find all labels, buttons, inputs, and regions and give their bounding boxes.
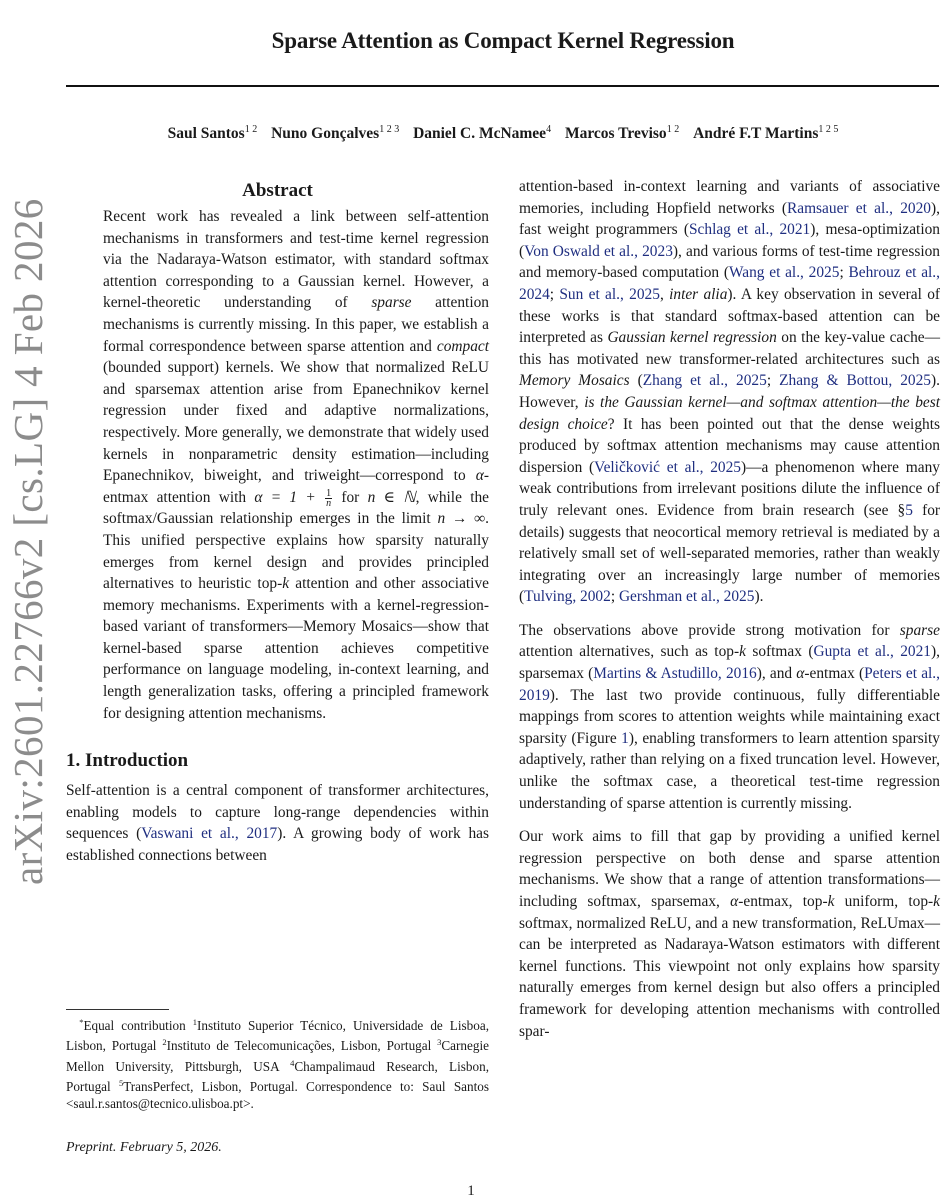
author: Daniel C. McNamee$^4$ xyxy=(413,124,552,142)
author: Saul Santos$^{1 2}$ xyxy=(167,124,258,142)
paper-title: Sparse Attention as Compact Kernel Regression xyxy=(271,28,735,53)
section-heading-introduction: 1. Introduction xyxy=(66,750,189,772)
section-ref-link[interactable]: 5 xyxy=(905,501,913,519)
citation-link[interactable]: Behrouz et al., 2024 xyxy=(519,264,941,303)
page-number: 1 xyxy=(467,1183,475,1199)
arxiv-stamp: arXiv:2601.22766v2 [cs.LG] 4 Feb 2026 xyxy=(5,198,51,885)
citation-link[interactable]: Martins & Astudillo, 2016 xyxy=(593,665,757,683)
citation-link[interactable]: Schlag et al., 2021 xyxy=(688,221,811,239)
contribution-paragraph: Our work aims to fill that gap by providing a unified kernel regression perspective on both dense and sparse attention mechanisms. We show that a range of attention transformations—including softmax, sparsemax, α-entmax, top-k uniform, top-k softmax, normalized ReLU, and a new transformation, ReLUmax—can be interpreted as Nadaraya-Watson estimators with different kernel functions. This viewpoint not only explains how sparsity naturally emerges from kernel design but also offers a principled framework for developing attention mechanisms with controlled spar- xyxy=(519,828,941,1040)
citation-link[interactable]: Veličković et al., 2025 xyxy=(594,458,742,476)
affiliation-footnote: *Equal contribution $^1$Instituto Superior Técnico, Universidade de Lisboa, Lisbon, Portugal $^2$Instituto de Telecomunicações, Lisbon, Portugal $^3$Carnegie Mellon University, Pittsburgh, USA $^4$Champalimaud Research, Lisbon, Portugal $^5$TransPerfect, Lisbon, Portugal. Correspondence to: Saul Santos <saul.r.santos@tecnico.ulisboa.pt>. xyxy=(66,1017,489,1112)
left-column xyxy=(66,180,489,867)
title-rule xyxy=(66,85,939,87)
fraction: $\frac{1}{n}$ xyxy=(326,487,332,509)
footnote-rule xyxy=(66,1009,169,1010)
citation-link[interactable]: Gupta et al., 2021 xyxy=(813,643,931,661)
motivation-paragraph: The observations above provide strong motivation for sparse attention alternatives, such as top-k softmax (Gupta et al., 2021), sparsemax (Martins & Astudillo, 2016), and α-entmax (Peters et al., 2019). The last two provide continuous, fully differentiable mappings from scores to attention weights while maintaining exact sparsity (Figure 1), enabling transformers to learn attention sparsity adaptively, rather than relying on a fixed truncation level. However, unlike the softmax case, a theoretical test-time regression understanding of sparse attention is currently missing. xyxy=(519,621,941,812)
citation-link[interactable]: Sun et al., 2025 xyxy=(559,285,660,303)
figure-ref-link[interactable]: 1 xyxy=(621,729,629,747)
author: André F.T Martins$^{1 2 5}$ xyxy=(693,124,839,142)
author: Nuno Gonçalves$^{1 2 3}$ xyxy=(271,124,400,142)
citation-link[interactable]: Ramsauer et al., 2020 xyxy=(786,199,932,217)
preprint-notice: Preprint. February 5, 2026. xyxy=(66,1140,222,1155)
citation-link[interactable]: Zhang et al., 2025 xyxy=(642,372,767,390)
intro-paragraph-continued: attention-based in-context learning and variants of associative memories, including Hopfield networks (Ramsauer et al., 2020), fast weight programmers (Schlag et al., 2021), mesa-optimization (Von Oswald et al., 2023), and various forms of test-time regression and memory-based computation (Wang et al., 2025; Behrouz et al., 2024; Sun et al., 2025, inter alia). A key observation in several of these works is that standard softmax-based attention can be interpreted as Gaussian kernel regression on the key-value cache—this has motivated new transformer-related architectures such as Memory Mosaics (Zhang et al., 2025; Zhang & Bottou, 2025). However, is the Gaussian kernel—and softmax attention—the best design choice? It has been pointed out that the dense weights produced by softmax attention mechanisms may cause attention dispersion (Veličković et al., 2025)—a phenomenon where many weak contributions from irrelevant positions dilute the influence of truly relevant ones. Evidence from brain research (see §5 for details) suggests that neocortical memory retrieval is mediated by a relatively small set of well-separated memories, rather than weakly integrating over an increasingly large number of memories (Tulving, 2002; Gershman et al., 2025). xyxy=(519,178,941,606)
citation-link[interactable]: Tulving, 2002 xyxy=(524,588,611,606)
abstract-text: Recent work has revealed a link between self-attention mechanisms in transformers and test-time kernel regression via the Nadaraya-Watson estimator, with standard softmax attention corresponding to a Gaussian kernel. However, a kernel-theoretic understanding of sparse attention mechanisms is currently missing. In this paper, we establish a formal correspondence between sparse attention and compact (bounded support) kernels. We show that normalized ReLU and sparsemax attention arise from Epanechnikov kernel regression under fixed and adaptive normalizations, respectively. More generally, we demonstrate that widely used kernels in nonparametric density estimation—including Epanechnikov, biweight, and triweight—correspond to α-entmax attention with α = 1 + $\frac{1}{n}$ for n ∈ ℕ, while the softmax/Gaussian relationship emerges in the limit n → ∞. This unified perspective explains how sparsity naturally emerges from kernel design and provides principled alternatives to heuristic top-k attention and other associative memory mechanisms. Experiments with a kernel-regression-based variant of transformers—Memory Mosaics—show that kernel-based sparse attention achieves competitive performance on language modeling, in-context learning, and length generalization tasks, offering a principled framework for designing attention mechanisms. xyxy=(103,208,489,722)
citation-link[interactable]: Gershman et al., 2025 xyxy=(618,588,755,606)
citation-link[interactable]: Von Oswald et al., 2023 xyxy=(524,242,673,260)
citation-link[interactable]: Wang et al., 2025 xyxy=(728,264,840,282)
citation-link[interactable]: Peters et al., 2019 xyxy=(519,665,941,704)
author: Marcos Treviso$^{1 2}$ xyxy=(564,124,680,142)
citation-link[interactable]: Vaswani et al., 2017 xyxy=(141,825,278,843)
author-list xyxy=(66,124,940,143)
intro-paragraph: Self-attention is a central component of transformer architectures, enabling models to capture long-range dependencies within sequences (Vaswani et al., 2017). A growing body of work has established connections between xyxy=(66,782,489,865)
citation-link[interactable]: Zhang & Bottou, 2025 xyxy=(779,372,932,390)
abstract-heading: Abstract xyxy=(242,180,313,201)
right-column xyxy=(519,176,940,1042)
